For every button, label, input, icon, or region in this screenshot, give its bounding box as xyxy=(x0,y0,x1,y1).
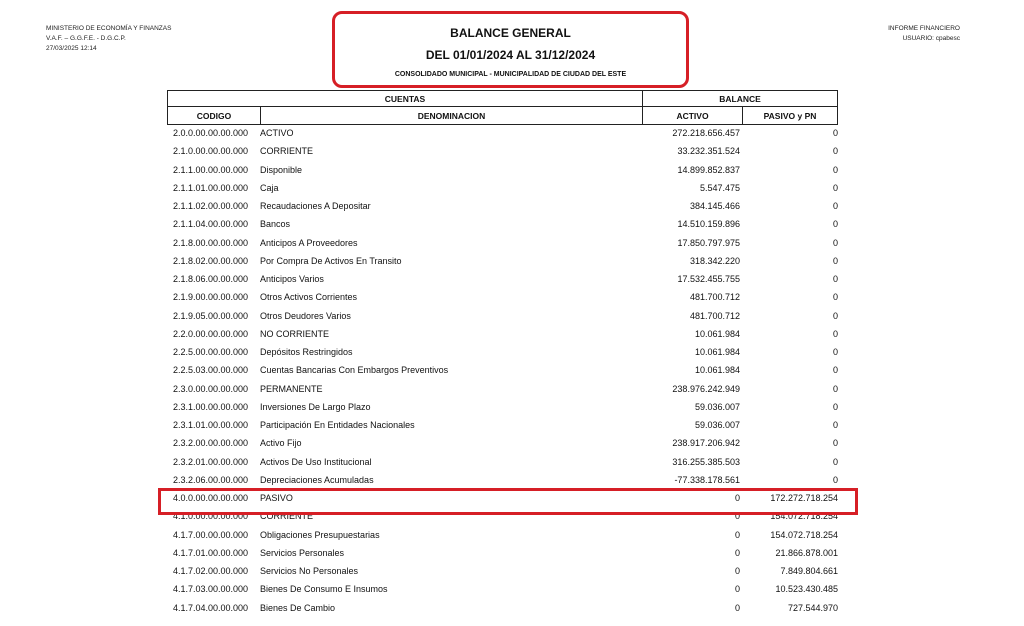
activo-value: 0 xyxy=(734,547,740,558)
pasivo-value: 0 xyxy=(832,201,838,211)
pasivo-value: 0 xyxy=(832,219,838,230)
table-row xyxy=(167,581,838,599)
account-code: 2.3.1.00.00.00.000 xyxy=(173,401,249,412)
activo-value: 0 xyxy=(734,493,740,503)
pasivo-value: 0 xyxy=(832,383,838,394)
table-row xyxy=(167,527,838,545)
print-timestamp: 27/03/2025 12:14 xyxy=(46,45,97,52)
activo-value: 316.255.385.503 xyxy=(672,456,740,467)
activo-value: 10.061.984 xyxy=(694,328,740,339)
account-name: Recaudaciones A Depositar xyxy=(260,201,371,211)
account-name: Inversiones De Largo Plazo xyxy=(260,401,371,412)
table-row xyxy=(167,454,838,472)
pasivo-value: 0 xyxy=(832,420,838,430)
account-name: Bancos xyxy=(260,219,291,230)
activo-value: 10.061.984 xyxy=(694,365,740,376)
pasivo-value: 0 xyxy=(832,164,838,175)
account-name: Otros Deudores Varios xyxy=(260,310,351,321)
column-header-row xyxy=(167,107,838,125)
account-name: Caja xyxy=(260,182,279,193)
account-code: 2.3.2.06.00.00.000 xyxy=(173,474,249,485)
header-codigo: CODIGO xyxy=(167,107,260,124)
table-row xyxy=(167,308,838,326)
pasivo-value: 0 xyxy=(832,456,838,467)
activo-value: 33.232.351.524 xyxy=(677,146,740,157)
account-name: Depreciaciones Acumuladas xyxy=(260,474,374,485)
account-code: 2.1.1.02.00.00.000 xyxy=(173,201,249,211)
group-header-row xyxy=(167,90,838,107)
pasivo-value: 0 xyxy=(832,347,838,357)
pasivo-value: 0 xyxy=(832,438,838,449)
account-code: 2.3.1.01.00.00.000 xyxy=(173,420,249,430)
table-row xyxy=(167,235,838,253)
account-code: 4.1.0.00.00.00.000 xyxy=(173,511,249,522)
report-type: INFORME FINANCIERO xyxy=(888,25,960,32)
account-code: 2.1.0.00.00.00.000 xyxy=(173,146,249,157)
activo-value: 0 xyxy=(734,529,740,540)
activo-value: 59.036.007 xyxy=(694,420,740,430)
pasivo-value: 172.272.718.254 xyxy=(770,493,838,503)
table-row xyxy=(167,563,838,581)
pasivo-value: 0 xyxy=(832,474,838,485)
pasivo-value: 154.072.718.254 xyxy=(770,511,838,522)
activo-value: 318.342.220 xyxy=(689,255,740,266)
activo-value: 0 xyxy=(734,566,740,576)
activo-value: 238.917.206.942 xyxy=(672,438,740,449)
pasivo-highlight-box xyxy=(158,488,858,515)
account-name: CORRIENTE xyxy=(260,146,314,157)
table-row xyxy=(167,198,838,216)
pasivo-value: 0 xyxy=(832,310,838,321)
account-code: 4.1.7.02.00.00.000 xyxy=(173,566,249,576)
account-name: CORRIENTE xyxy=(260,511,314,522)
activo-value: 238.976.242.949 xyxy=(672,383,740,394)
table-row xyxy=(167,399,838,417)
table-row xyxy=(167,545,838,563)
account-code: 2.1.8.00.00.00.000 xyxy=(173,237,249,248)
account-code: 4.1.7.04.00.00.000 xyxy=(173,602,249,613)
account-name: Disponible xyxy=(260,164,303,175)
table-row xyxy=(167,180,838,198)
activo-value: 0 xyxy=(734,602,740,613)
account-name: Obligaciones Presupuestarias xyxy=(260,529,380,540)
report-period: DEL 01/01/2024 AL 31/12/2024 xyxy=(425,48,596,62)
account-name: Depósitos Restringidos xyxy=(260,347,353,357)
account-code: 2.0.0.00.00.00.000 xyxy=(173,128,249,138)
table-row xyxy=(167,253,838,271)
account-name: Activos De Uso Institucional xyxy=(260,456,372,467)
activo-value: 481.700.712 xyxy=(689,310,740,321)
table-body xyxy=(167,125,838,618)
activo-value: 5.547.475 xyxy=(699,182,740,193)
activo-value: 10.061.984 xyxy=(694,347,740,357)
account-code: 2.2.5.03.00.00.000 xyxy=(173,365,249,376)
header-activo: ACTIVO xyxy=(642,107,742,124)
pasivo-value: 0 xyxy=(832,365,838,376)
activo-value: 14.510.159.896 xyxy=(677,219,740,230)
account-code: 2.1.8.02.00.00.000 xyxy=(173,255,249,266)
header-denominacion: DENOMINACION xyxy=(260,107,642,124)
account-name: Bienes De Cambio xyxy=(260,602,336,613)
balance-table xyxy=(167,90,838,618)
account-code: 2.1.1.04.00.00.000 xyxy=(173,219,249,230)
pasivo-value: 0 xyxy=(832,255,838,266)
activo-value: 17.532.455.755 xyxy=(677,274,740,284)
account-code: 2.1.1.01.00.00.000 xyxy=(173,182,249,193)
account-code: 4.1.7.03.00.00.000 xyxy=(173,584,249,595)
activo-value: 384.145.466 xyxy=(689,201,740,211)
account-code: 2.1.9.00.00.00.000 xyxy=(173,292,249,303)
activo-value: 481.700.712 xyxy=(689,292,740,303)
account-name: Otros Activos Corrientes xyxy=(260,292,358,303)
account-name: Activo Fijo xyxy=(260,438,302,449)
pasivo-value: 0 xyxy=(832,182,838,193)
table-row xyxy=(167,326,838,344)
account-code: 2.3.0.00.00.00.000 xyxy=(173,383,249,394)
pasivo-value: 0 xyxy=(832,146,838,157)
header-right xyxy=(888,24,960,44)
pasivo-value: 21.866.878.001 xyxy=(775,547,838,558)
report-entity: CONSOLIDADO MUNICIPAL - MUNICIPALIDAD DE CIUDAD DEL ESTE xyxy=(394,71,627,78)
table-row xyxy=(167,362,838,380)
account-name: NO CORRIENTE xyxy=(260,328,330,339)
account-name: PASIVO xyxy=(260,493,293,503)
header-balance: BALANCE xyxy=(642,91,838,106)
table-row xyxy=(167,417,838,435)
activo-value: 17.850.797.975 xyxy=(677,237,740,248)
account-name: Bienes De Consumo E Insumos xyxy=(260,584,388,595)
account-code: 2.1.1.00.00.00.000 xyxy=(173,164,249,175)
account-name: PERMANENTE xyxy=(260,383,323,394)
table-row xyxy=(167,600,838,618)
account-name: ACTIVO xyxy=(260,128,294,138)
account-code: 2.1.8.06.00.00.000 xyxy=(173,274,249,284)
pasivo-value: 0 xyxy=(832,401,838,412)
header-pasivo: PASIVO y PN xyxy=(742,107,838,124)
table-row xyxy=(167,289,838,307)
account-name: Anticipos A Proveedores xyxy=(260,237,358,248)
activo-value: 0 xyxy=(734,511,740,522)
pasivo-value: 0 xyxy=(832,274,838,284)
account-code: 4.1.7.01.00.00.000 xyxy=(173,547,249,558)
pasivo-value: 0 xyxy=(832,292,838,303)
pasivo-value: 727.544.970 xyxy=(787,602,838,613)
pasivo-value: 154.072.718.254 xyxy=(770,529,838,540)
header-left xyxy=(46,24,171,54)
table-row xyxy=(167,271,838,289)
account-code: 2.3.2.01.00.00.000 xyxy=(173,456,249,467)
table-row xyxy=(167,381,838,399)
table-row xyxy=(167,125,838,143)
account-code: 4.0.0.00.00.00.000 xyxy=(173,493,249,503)
table-row xyxy=(167,435,838,453)
pasivo-value: 7.849.804.661 xyxy=(780,566,838,576)
activo-value: 14.899.852.837 xyxy=(677,164,740,175)
department-code: V.A.F. – G.G.F.E. - D.G.C.P. xyxy=(46,35,126,42)
account-name: Servicios No Personales xyxy=(260,566,359,576)
account-code: 4.1.7.00.00.00.000 xyxy=(173,529,249,540)
title-highlight-box xyxy=(332,11,689,88)
pasivo-value: 0 xyxy=(832,328,838,339)
account-name: Anticipos Varios xyxy=(260,274,324,284)
account-code: 2.2.5.00.00.00.000 xyxy=(173,347,249,357)
activo-value: -77.338.178.561 xyxy=(674,474,740,485)
account-code: 2.2.0.00.00.00.000 xyxy=(173,328,249,339)
pasivo-value: 0 xyxy=(832,128,838,138)
activo-value: 0 xyxy=(734,584,740,595)
account-name: Servicios Personales xyxy=(260,547,345,558)
account-name: Por Compra De Activos En Transito xyxy=(260,255,402,266)
account-code: 2.3.2.00.00.00.000 xyxy=(173,438,249,449)
pasivo-value: 0 xyxy=(832,237,838,248)
account-name: Participación En Entidades Nacionales xyxy=(260,420,415,430)
header-cuentas: CUENTAS xyxy=(167,91,642,106)
activo-value: 272.218.656.457 xyxy=(672,128,740,138)
table-row xyxy=(167,162,838,180)
account-name: Cuentas Bancarias Con Embargos Preventivos xyxy=(260,365,449,376)
table-row xyxy=(167,216,838,234)
ministry-name: MINISTERIO DE ECONOMÍA Y FINANZAS xyxy=(46,25,172,32)
report-title: BALANCE GENERAL xyxy=(450,26,571,40)
table-row xyxy=(167,344,838,362)
pasivo-value: 10.523.430.485 xyxy=(775,584,838,595)
account-code: 2.1.9.05.00.00.000 xyxy=(173,310,249,321)
activo-value: 59.036.007 xyxy=(694,401,740,412)
table-row xyxy=(167,143,838,161)
user-name: USUARIO: cpabesc xyxy=(902,35,960,42)
